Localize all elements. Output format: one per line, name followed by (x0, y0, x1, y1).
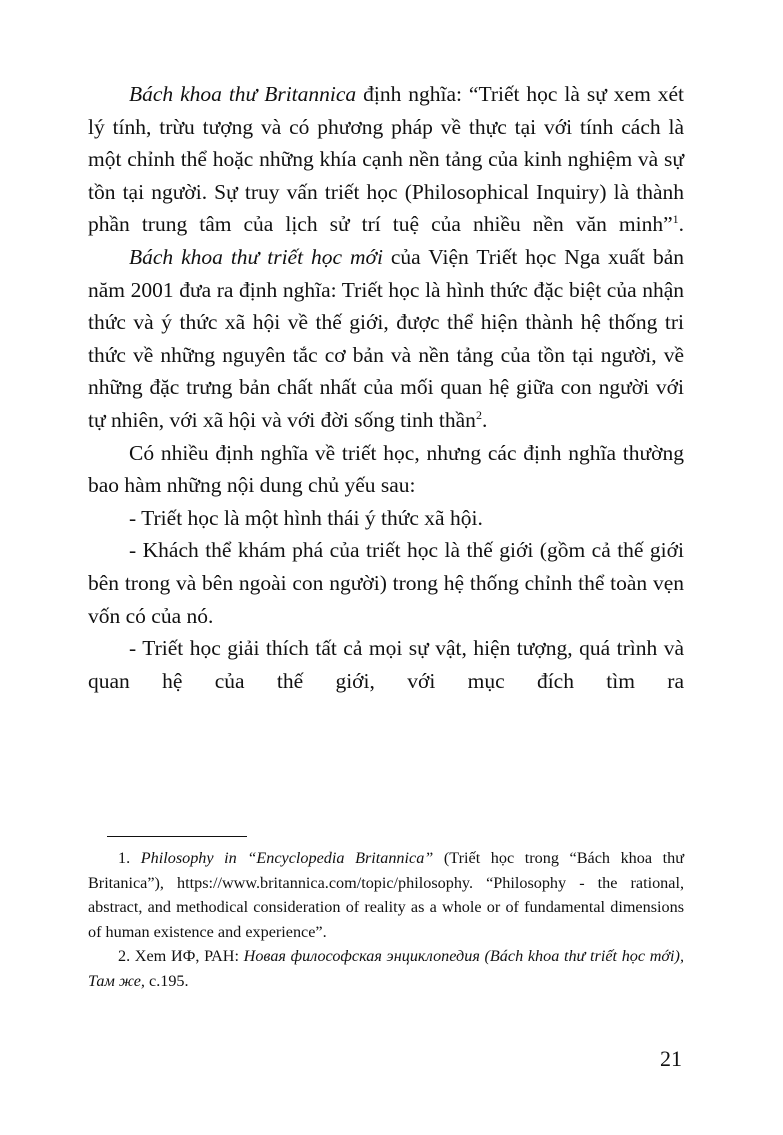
paragraph-3: Có nhiều định nghĩa về triết học, nhưng các định nghĩa thường bao hàm những nội dung chủ yếu sau: (88, 440, 684, 498)
footnote-ref-2[interactable]: 2 (475, 407, 482, 422)
footnote-divider (107, 836, 247, 837)
paragraph-1: Bách khoa thư Britannica định nghĩa: “Triết học là sự xem xét lý tính, trừu tượng và có phương pháp về thực tại với tính cách là một chỉnh thể hoặc những khía cạnh nền tảng của kinh nghiệm và sự tồn tại người. Sự truy vấn triết học (Philosophical Inquiry) là thành phần trung tâm của lịch sử trí tuệ của nhiều nền văn minh”$^1$. (88, 82, 684, 237)
body-text (88, 78, 684, 697)
source-title-britannica: Bách khoa thư Britannica (129, 82, 357, 106)
list-item-1: - Triết học là một hình thái ý thức xã hội. (129, 505, 483, 530)
source-title-new-encyclopedia: Bách khoa thư triết học mới (129, 244, 383, 269)
footnote-1: 1. Philosophy in “Encyclopedia Britannica” (Triết học trong “Bách khoa thư Britanica”), https://www.britannica.com/topic/philosophy. “Philosophy - the rational, abstract, and methodical consideration of reality as a whole or of fundamental dimensions of human existence and experience”. (88, 849, 684, 941)
paragraph-2: Bách khoa thư triết học mới của Viện Triết học Nga xuất bản năm 2001 đưa ra định nghĩa: Triết học là hình thức đặc biệt của nhận thức và ý thức xã hội về thế giới, được thể hiện thành hệ thống tri thức về những nguyên tắc cơ bản và nền tảng của tồn tại người, về những đặc trưng bản chất nhất của mối quan hệ giữa con người với tự nhiên, với xã hội và với đời sống tinh thần$^2$. (88, 244, 685, 432)
footnotes (88, 846, 684, 993)
footnote-2: 2. Xem ИФ, РАН: Новая философская энциклопедия (Bách khoa thư triết học mới), Там же, c.195. (88, 947, 684, 990)
list-item-2: - Khách thể khám phá của triết học là thế giới (gồm cả thế giới bên trong và bên ngoài con người) trong hệ thống chỉnh thể toàn vẹn vốn có của nó. (88, 538, 684, 628)
footnote-ref-1[interactable]: 1 (672, 212, 679, 227)
list-item-3: - Triết học giải thích tất cả mọi sự vật, hiện tượng, quá trình và quan hệ của thế giới, với mục đích tìm ra (88, 636, 684, 693)
page-number: 21 (660, 1046, 682, 1071)
